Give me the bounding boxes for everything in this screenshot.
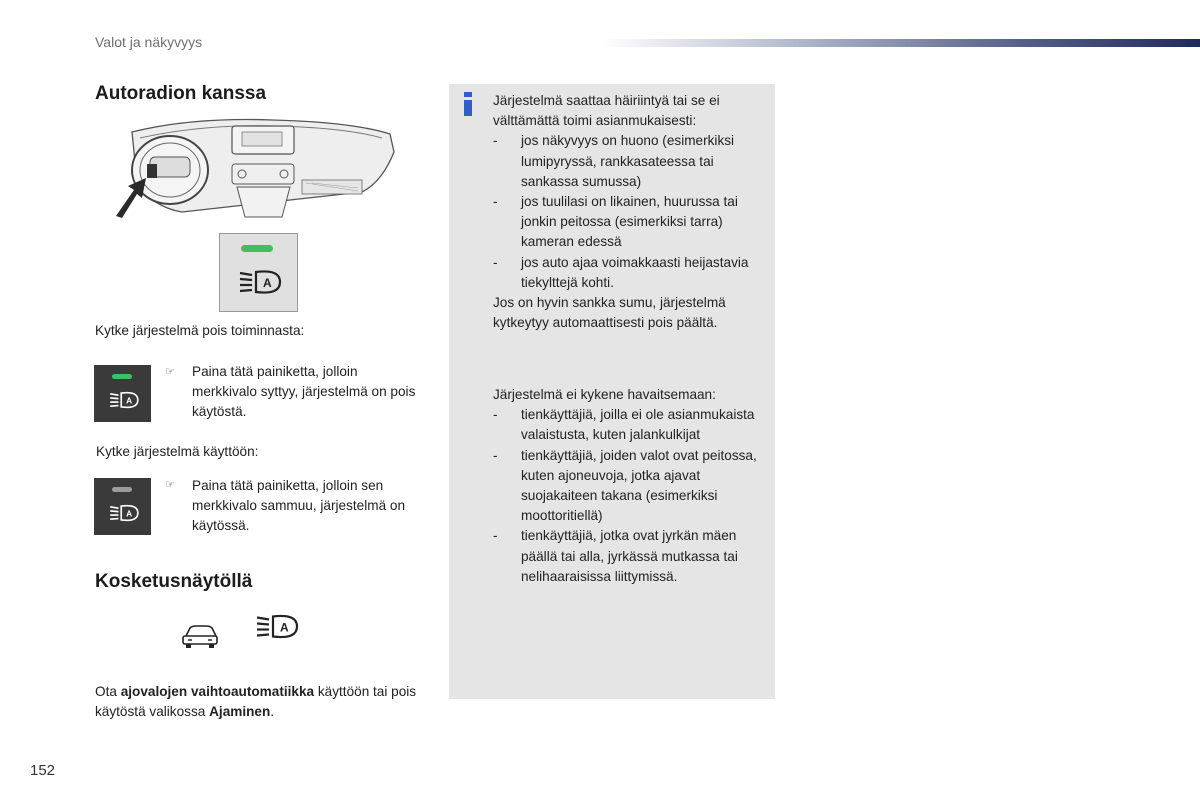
info-content-2 xyxy=(493,385,769,587)
pointer-bullet-icon: ☞ xyxy=(165,366,175,378)
list-item xyxy=(493,405,769,445)
heading-radio: Autoradion kanssa xyxy=(95,83,267,104)
auto-high-beam-icon xyxy=(108,391,140,409)
final-pre: Ota xyxy=(95,684,121,699)
final-mid: käyttöön tai pois käytöstä valikossa xyxy=(95,684,417,719)
car-icon xyxy=(180,622,220,650)
list-item-text: tienkäyttäjiä, joilla ei ole asianmukaista valaistusta, kuten jalankulkijat xyxy=(521,407,755,443)
list-item xyxy=(493,131,769,192)
final-end: . xyxy=(270,704,275,719)
dashboard-illustration xyxy=(112,112,397,220)
enable-label: Kytke järjestelmä käyttöön: xyxy=(96,444,259,459)
info-content-1 xyxy=(493,91,769,333)
indicator-light xyxy=(241,245,273,252)
info-list-2 xyxy=(493,405,769,587)
svg-text:A: A xyxy=(280,620,289,635)
list-item-text: tienkäyttäjiä, joiden valot ovat peitossa, kuten ajoneuvoja, jotka ajavat suojakaiteen takana (esimerkiksi moottoritiellä) xyxy=(521,447,757,524)
info-intro: Järjestelmä saattaa häiriintyä tai se ei välttämättä toimi asianmukaisesti: xyxy=(493,93,720,129)
button-disable[interactable] xyxy=(94,365,151,422)
auto-high-beam-icon xyxy=(108,504,140,522)
info-fog-note: Jos on hyvin sankka sumu, järjestelmä kytkeytyy automaattisesti pois päältä. xyxy=(493,295,726,331)
final-bold-menu: Ajaminen xyxy=(209,704,271,719)
info-list-1 xyxy=(493,131,769,293)
heading-touchscreen: Kosketusnäytöllä xyxy=(95,571,253,592)
indicator-off xyxy=(112,487,132,492)
list-item xyxy=(493,526,769,587)
auto-high-beam-icon xyxy=(255,613,299,640)
list-item xyxy=(493,192,769,253)
step-disable-text: Paina tätä painiketta, jolloin merkkivalo syttyy, järjestelmä on pois käytöstä. xyxy=(192,364,416,419)
list-dash: - xyxy=(493,194,498,210)
step-enable-text: Paina tätä painiketta, jolloin sen merkkivalo sammuu, järjestelmä on käytössä. xyxy=(192,478,406,533)
page-number: 152 xyxy=(30,762,56,779)
list-dash: - xyxy=(493,254,498,270)
list-item-text: jos tuulilasi on likainen, huurussa tai jonkin peitossa (esimerkiksi tarra) kameran edessä xyxy=(521,194,738,250)
header-gradient-bar xyxy=(600,39,1200,47)
list-dash: - xyxy=(493,447,498,463)
info-icon xyxy=(463,92,473,116)
section-title: Valot ja näkyvyys xyxy=(95,34,203,50)
final-bold-feature: ajovalojen vaihtoautomatiikka xyxy=(120,684,315,699)
auto-high-beam-icon xyxy=(238,269,282,295)
button-closeup xyxy=(219,233,298,312)
indicator-on xyxy=(112,374,132,379)
list-item-text: jos näkyvyys on huono (esimerkiksi lumipyryssä, rankkasateessa tai sankassa sumussa) xyxy=(521,133,735,189)
svg-text:A: A xyxy=(263,276,272,290)
svg-text:A: A xyxy=(126,395,133,406)
button-enable[interactable] xyxy=(94,478,151,535)
pointer-bullet-icon: ☞ xyxy=(165,479,175,491)
info-intro-2: Järjestelmä ei kykene havaitsemaan: xyxy=(493,387,716,402)
final-instruction xyxy=(95,682,425,722)
list-item xyxy=(493,253,769,293)
list-item-text: jos auto ajaa voimakkaasti heijastavia tiekylttejä kohti. xyxy=(521,254,749,290)
list-dash: - xyxy=(493,407,498,423)
disable-label: Kytke järjestelmä pois toiminnasta: xyxy=(95,323,305,338)
svg-text:A: A xyxy=(126,508,133,519)
list-dash: - xyxy=(493,133,498,149)
list-item-text: tienkäyttäjiä, jotka ovat jyrkän mäen päällä tai alla, jyrkässä mutkassa tai nelihaaraisissa liittymissä. xyxy=(521,528,738,584)
list-dash: - xyxy=(493,528,498,544)
list-item xyxy=(493,446,769,527)
